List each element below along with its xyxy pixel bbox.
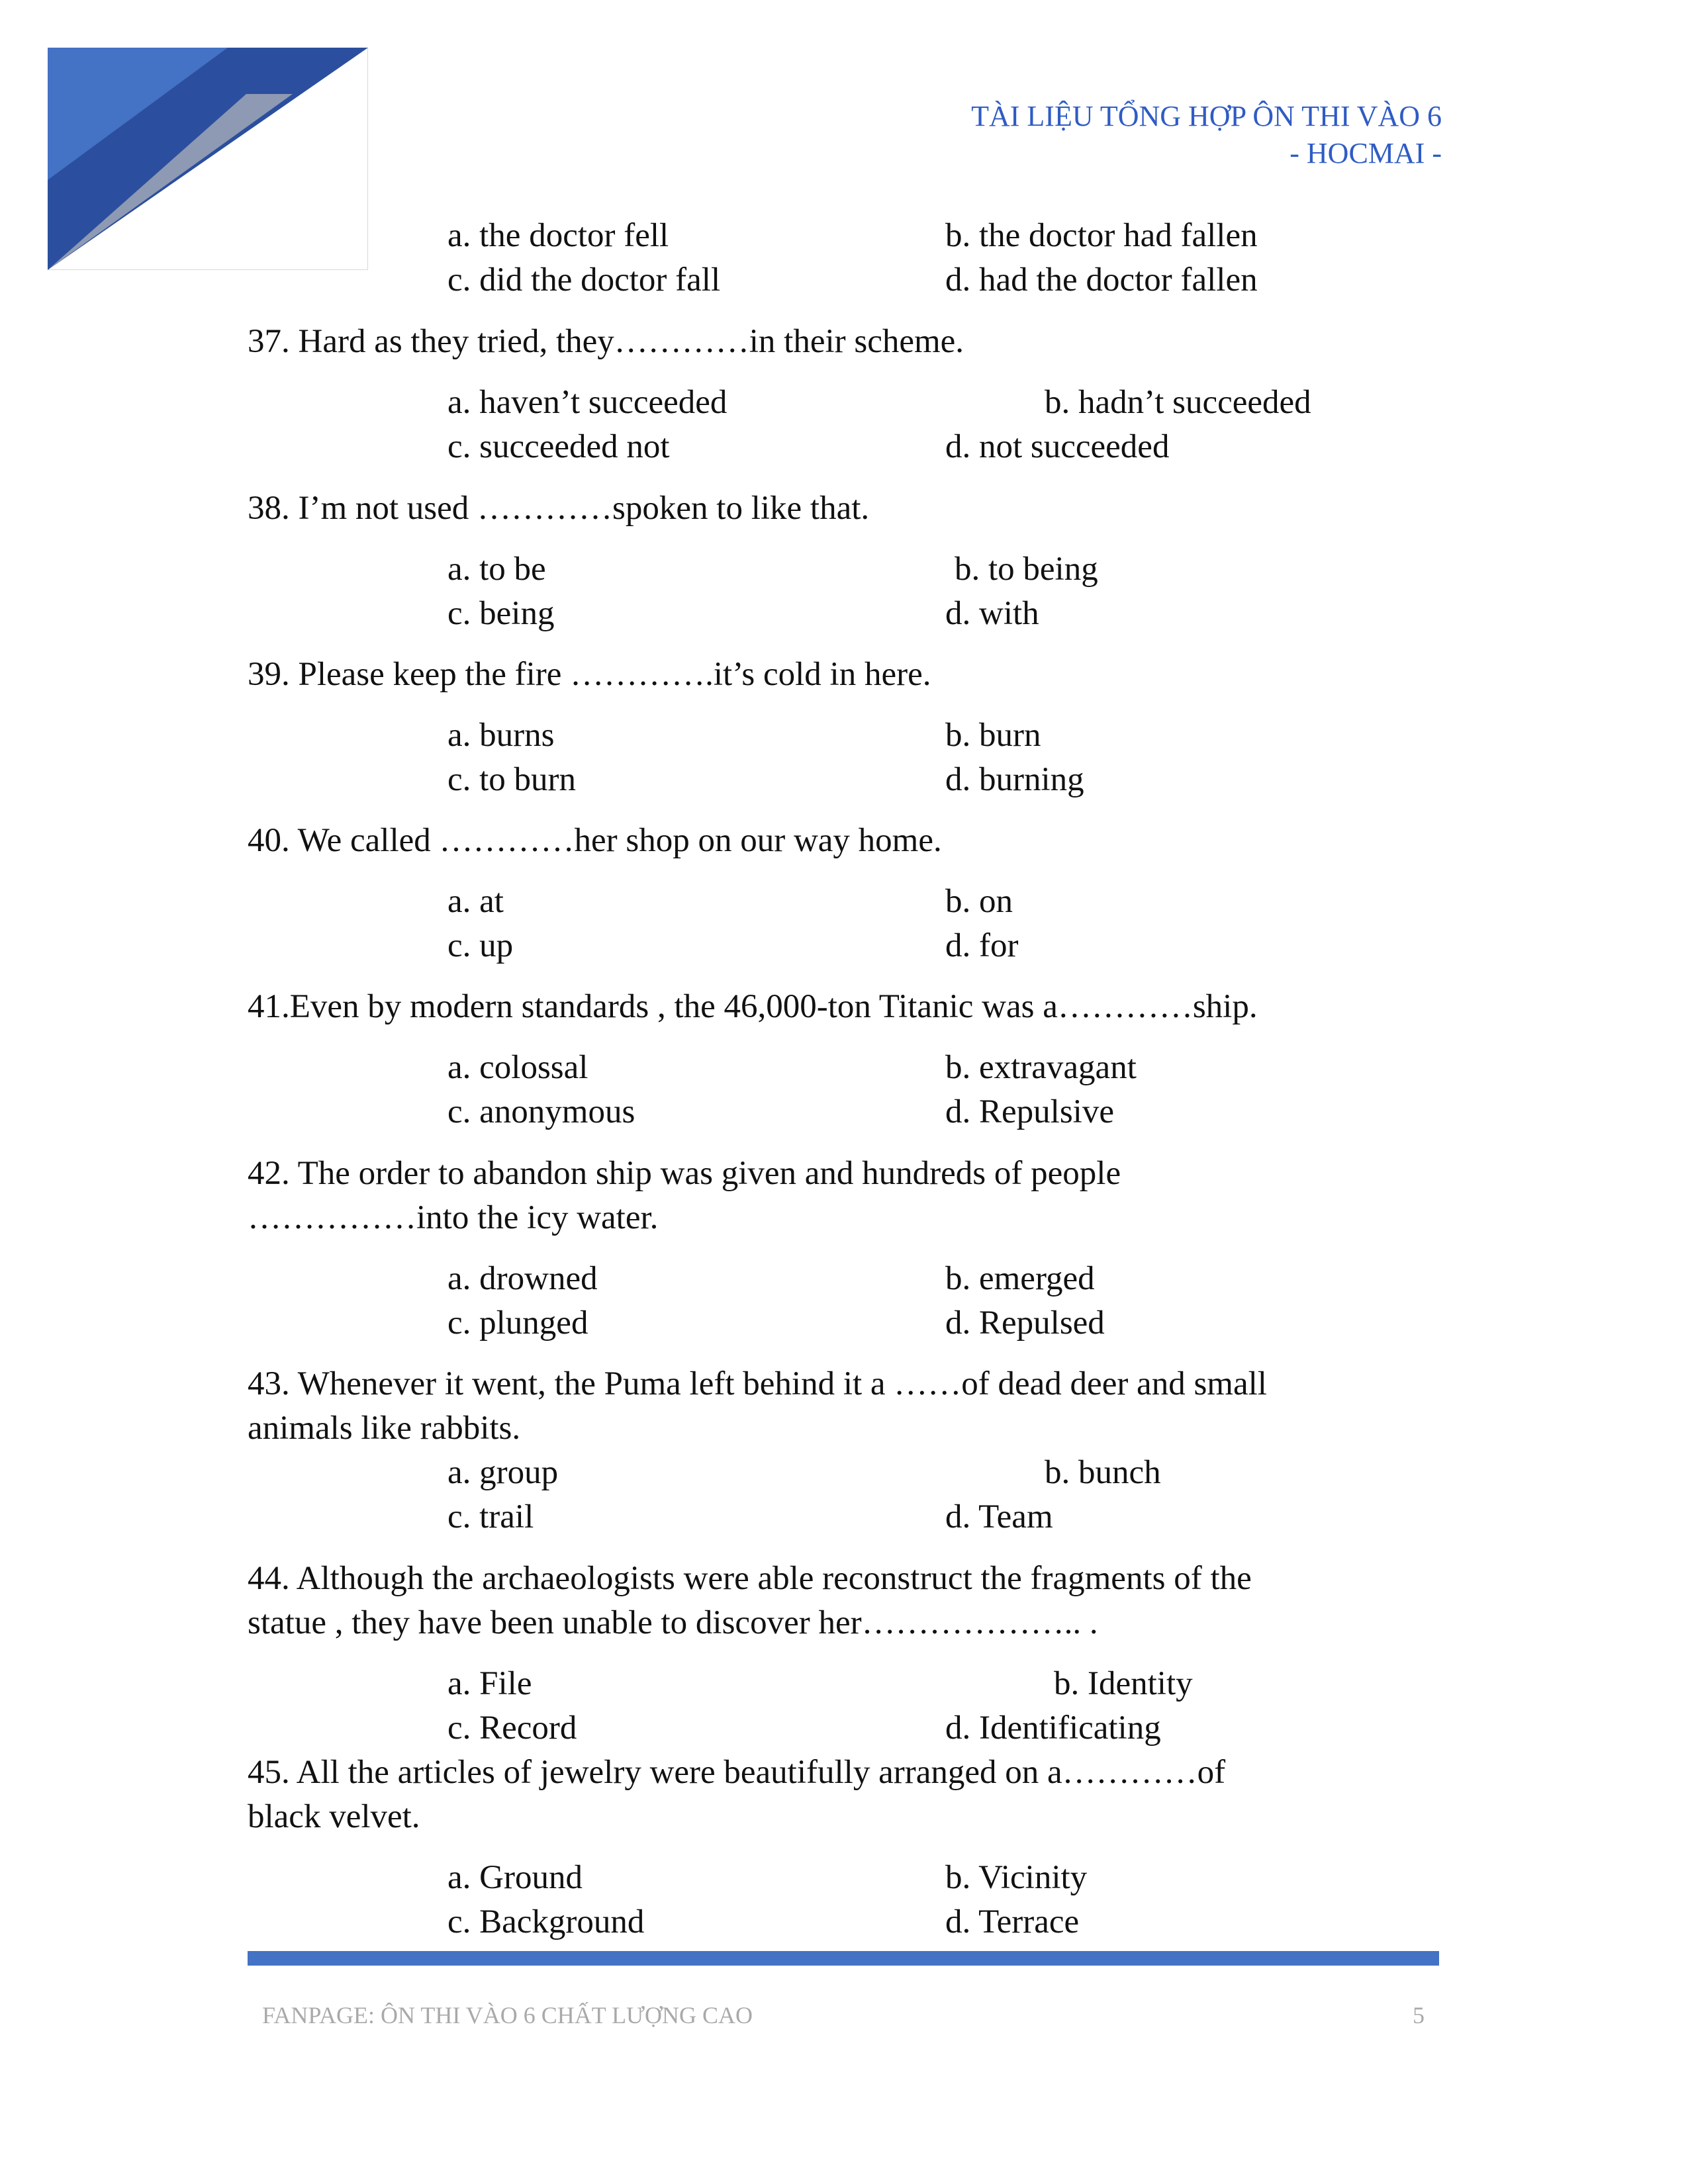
q45-stem-line-2: black velvet. xyxy=(248,1798,420,1835)
q36-option-b: b. the doctor had fallen xyxy=(945,217,1258,254)
q43-option-a: a. group xyxy=(447,1454,559,1491)
q40-option-b: b. on xyxy=(945,883,1013,920)
q41-stem: 41.Even by modern standards , the 46,000-ton Titanic was a…………ship. xyxy=(248,988,1258,1025)
q37-stem: 37. Hard as they tried, they…………in their scheme. xyxy=(248,323,964,360)
q43-stem-line-2: animals like rabbits. xyxy=(248,1410,521,1447)
q36-option-c: c. did the doctor fall xyxy=(447,261,721,298)
q42-stem-line-2: ……………into the icy water. xyxy=(248,1199,659,1236)
page-number: 5 xyxy=(1413,2002,1425,2028)
q40-option-a: a. at xyxy=(447,883,504,920)
q43-option-d: d. Team xyxy=(945,1498,1053,1535)
q44-option-c: c. Record xyxy=(447,1709,577,1747)
q44-option-a: a. File xyxy=(447,1665,532,1702)
q40-option-c: c. up xyxy=(447,927,514,964)
q40-option-d: d. for xyxy=(945,927,1019,964)
q40-stem: 40. We called …………her shop on our way home. xyxy=(248,822,942,859)
hocmai-logo xyxy=(48,48,368,270)
q42-option-a: a. drowned xyxy=(447,1260,598,1297)
q41-option-a: a. colossal xyxy=(447,1049,588,1086)
q38-option-a: a. to be xyxy=(447,551,546,588)
q43-stem-line-1: 43. Whenever it went, the Puma left behind it a ……of dead deer and small xyxy=(248,1365,1267,1402)
q38-stem: 38. I’m not used …………spoken to like that. xyxy=(248,490,870,527)
q36-option-d: d. had the doctor fallen xyxy=(945,261,1258,298)
q44-stem-line-2: statue , they have been unable to discover her……………….. . xyxy=(248,1604,1098,1641)
q45-option-d: d. Terrace xyxy=(945,1903,1080,1940)
q42-option-d: d. Repulsed xyxy=(945,1304,1105,1342)
q39-option-c: c. to burn xyxy=(447,761,577,798)
q38-option-c: c. being xyxy=(447,595,555,632)
q38-option-d: d. with xyxy=(945,595,1039,632)
q42-option-b: b. emerged xyxy=(945,1260,1095,1297)
q36-option-a: a. the doctor fell xyxy=(447,217,669,254)
header-subtitle: - HOCMAI - xyxy=(1289,137,1442,169)
q43-option-b: b. bunch xyxy=(1045,1454,1161,1491)
q44-stem-line-1: 44. Although the archaeologists were able reconstruct the fragments of the xyxy=(248,1560,1252,1597)
q37-option-b: b. hadn’t succeeded xyxy=(1045,384,1311,421)
q37-option-a: a. haven’t succeeded xyxy=(447,384,727,421)
q39-option-a: a. burns xyxy=(447,717,555,754)
q42-stem-line-1: 42. The order to abandon ship was given and hundreds of people xyxy=(248,1155,1121,1192)
q39-option-b: b. burn xyxy=(945,717,1041,754)
q37-option-d: d. not succeeded xyxy=(945,428,1170,465)
q39-option-d: d. burning xyxy=(945,761,1084,798)
q44-option-b: b. Identity xyxy=(1054,1665,1193,1702)
q41-option-d: d. Repulsive xyxy=(945,1093,1114,1130)
q44-option-d: d. Identificating xyxy=(945,1709,1161,1747)
q41-option-c: c. anonymous xyxy=(447,1093,635,1130)
q41-option-b: b. extravagant xyxy=(945,1049,1137,1086)
q45-option-b: b. Vicinity xyxy=(945,1859,1088,1896)
q45-option-a: a. Ground xyxy=(447,1859,583,1896)
q45-stem-line-1: 45. All the articles of jewelry were beautifully arranged on a…………of xyxy=(248,1754,1226,1791)
q38-option-b: b. to being xyxy=(955,551,1098,588)
q39-stem: 39. Please keep the fire ………….it’s cold in here. xyxy=(248,656,931,693)
q42-option-c: c. plunged xyxy=(447,1304,588,1342)
header-title: TÀI LIỆU TỔNG HỢP ÔN THI VÀO 6 xyxy=(971,100,1442,132)
footer-rule xyxy=(248,1951,1439,1966)
q37-option-c: c. succeeded not xyxy=(447,428,670,465)
footer-fanpage: FANPAGE: ÔN THI VÀO 6 CHẤT LƯỢNG CAO xyxy=(262,2002,753,2028)
q43-option-c: c. trail xyxy=(447,1498,534,1535)
q45-option-c: c. Background xyxy=(447,1903,645,1940)
